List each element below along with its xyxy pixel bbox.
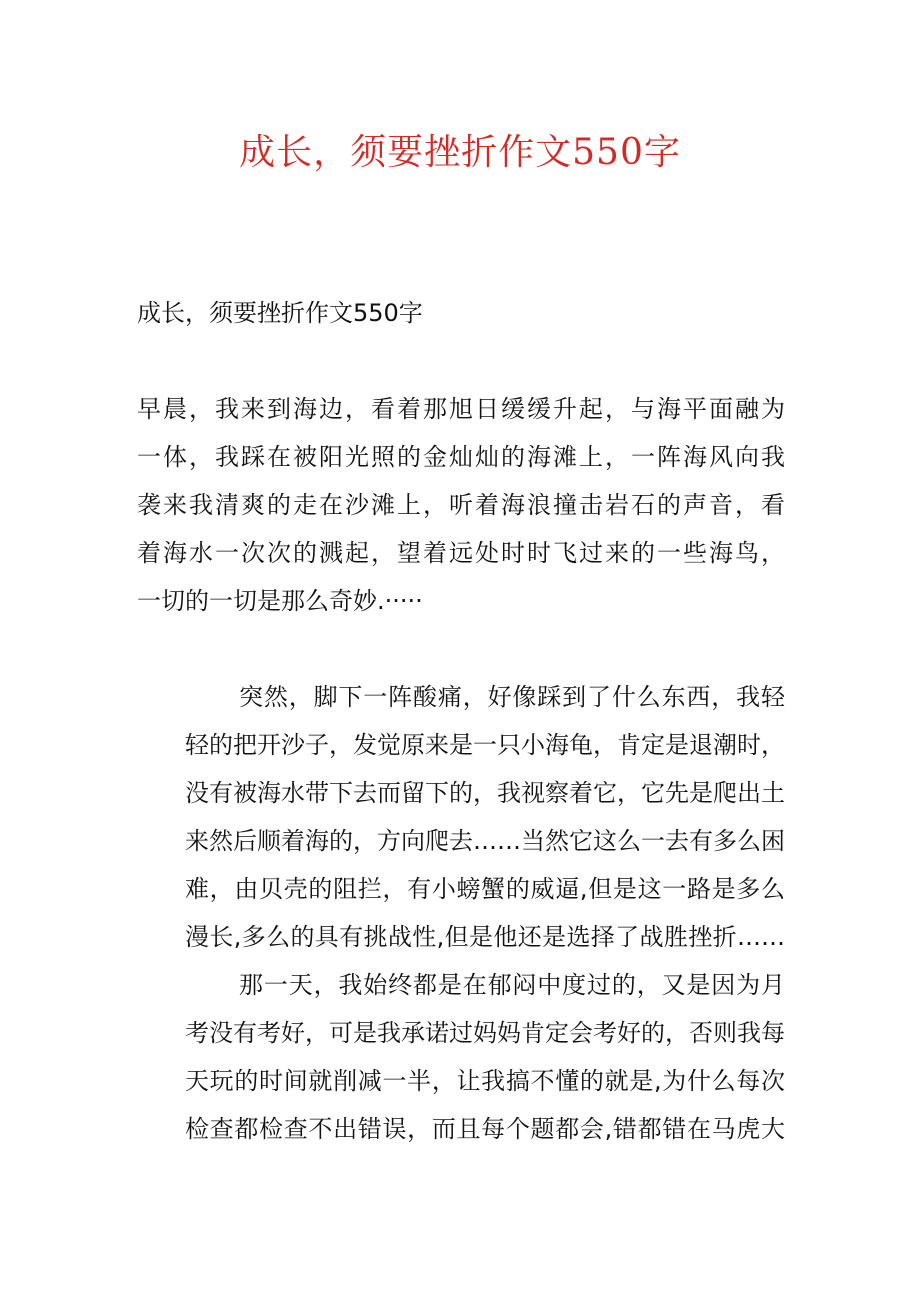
paragraph-line: 轻的把开沙子，发觉原来是一只小海龟，肯定是退潮时， <box>185 731 785 759</box>
document-subtitle: 成长，须要挫折作文550字 <box>137 299 423 327</box>
paragraph-2 <box>137 673 785 961</box>
paragraph-line: 袭来我清爽的走在沙滩上，听着海浪撞击岩石的声音，看 <box>137 491 785 519</box>
paragraph-line: 考没有考好，可是我承诺过妈妈肯定会考好的，否则我每 <box>185 1019 785 1047</box>
paragraph-line: 早晨，我来到海边，看着那旭日缓缓升起，与海平面融为 <box>137 395 785 423</box>
paragraph-3 <box>137 961 785 1153</box>
paragraph-line: 一体，我踩在被阳光照的金灿灿的海滩上，一阵海风向我 <box>137 443 785 471</box>
paragraph-line: 一切的一切是那么奇妙.····· <box>137 587 423 615</box>
paragraph-line: 漫长,多么的具有挑战性,但是他还是选择了战胜挫折…… <box>185 923 785 951</box>
paragraph-line: 难，由贝壳的阻拦，有小螃蟹的威逼,但是这一路是多么 <box>185 875 785 903</box>
paragraph-line: 没有被海水带下去而留下的，我视察着它，它先是爬出土 <box>185 779 785 807</box>
document-title: 成长，须要挫折作文550字 <box>239 132 681 173</box>
paragraph-line: 突然，脚下一阵酸痛，好像踩到了什么东西，我轻 <box>239 683 785 711</box>
paragraph-1 <box>137 385 785 625</box>
paragraph-line: 来然后顺着海的，方向爬去……当然它这么一去有多么困 <box>185 827 785 855</box>
paragraph-line: 天玩的时间就削减一半，让我搞不懂的就是,为什么每次 <box>185 1067 785 1095</box>
paragraph-line: 检查都检查不出错误，而且每个题都会,错都错在马虎大 <box>185 1115 785 1143</box>
paragraph-line: 那一天，我始终都是在郁闷中度过的，又是因为月 <box>239 971 785 999</box>
paragraph-line: 着海水一次次的溅起，望着远处时时飞过来的一些海鸟， <box>137 539 785 567</box>
